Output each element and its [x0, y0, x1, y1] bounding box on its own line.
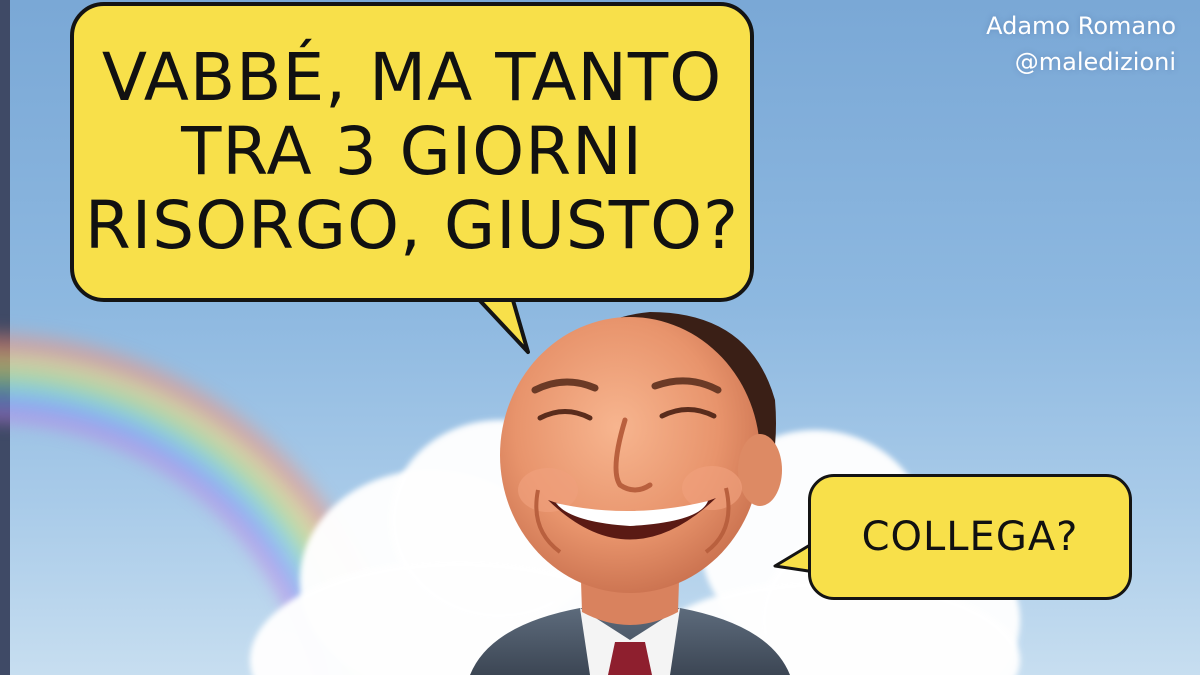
- reply-text: COLLEGA?: [861, 514, 1079, 560]
- author-handle: @maledizioni: [1014, 48, 1176, 76]
- tie: [608, 642, 652, 675]
- main-speech-bubble: [70, 2, 754, 302]
- reply-speech-bubble: [808, 474, 1132, 600]
- speech-line: TRA 3 GIORNI: [181, 113, 643, 190]
- left-cheek: [518, 468, 578, 512]
- ear: [738, 434, 782, 506]
- author-credit: [986, 8, 1176, 80]
- right-cheek: [682, 466, 742, 510]
- speech-line: VABBÉ, MA TANTO: [101, 39, 723, 116]
- speech-line: RISORGO, GIUSTO?: [84, 187, 740, 264]
- author-name: Adamo Romano: [986, 12, 1176, 40]
